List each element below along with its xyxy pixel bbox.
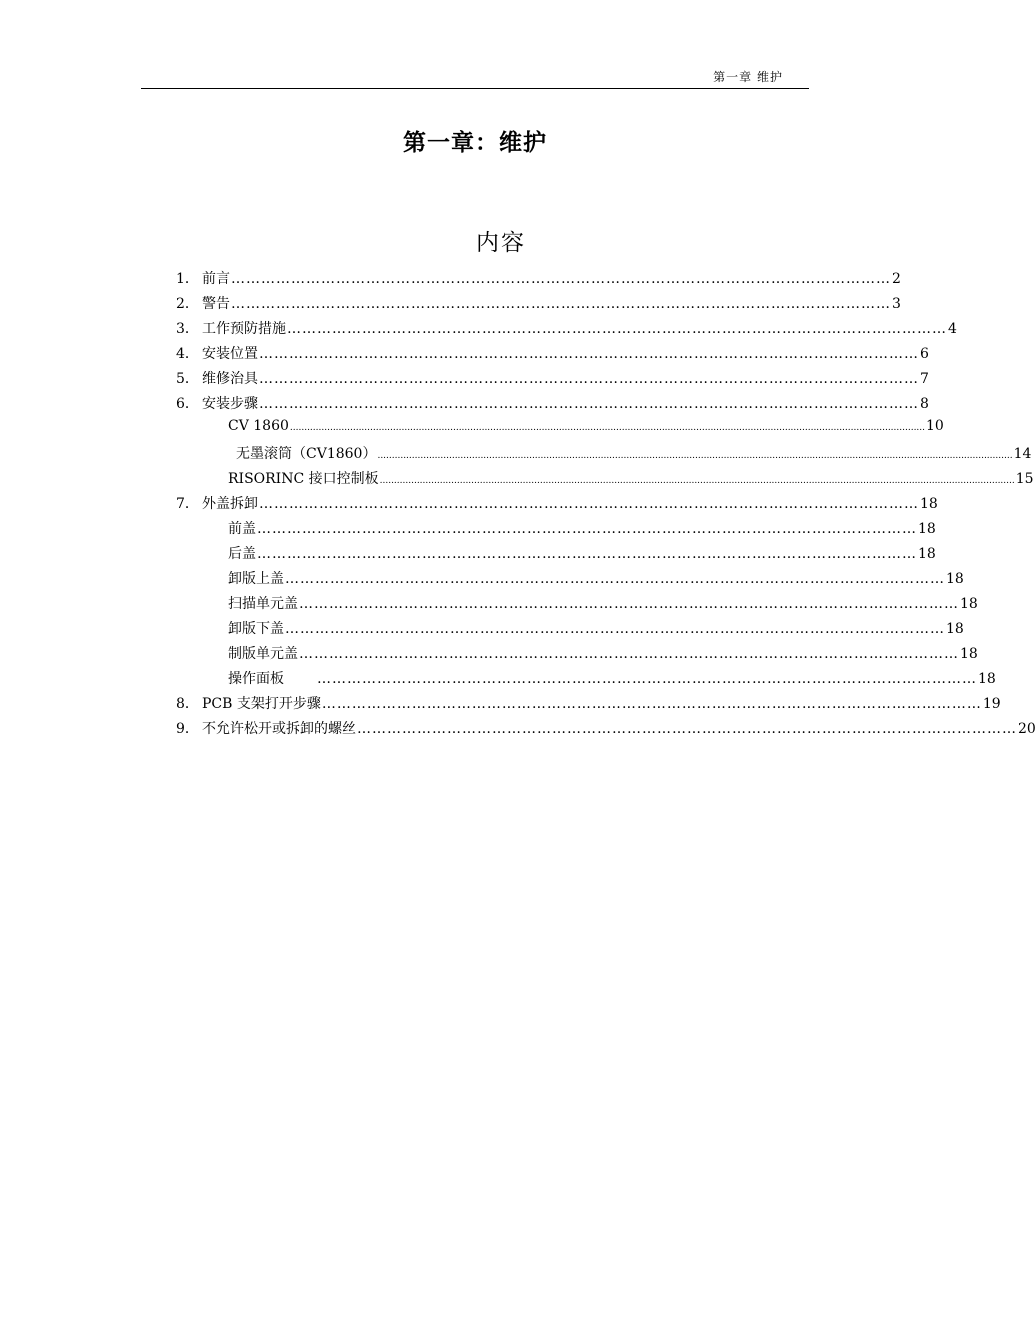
toc-entry-number: 4． xyxy=(176,346,199,362)
toc-entry[interactable] xyxy=(176,368,929,392)
toc-entry-label: PCB 支架打开步骤 xyxy=(202,696,321,712)
toc-entry-label: 警告 xyxy=(202,296,230,312)
toc-entry[interactable] xyxy=(176,268,901,292)
toc-dot-leader: …………………………………………………………………………………………………………………… xyxy=(299,596,959,612)
toc-heading: 内容 xyxy=(476,230,526,256)
toc-subentry[interactable] xyxy=(228,668,996,692)
toc-dot-leader: …………………………………………………………………………………………………………………… xyxy=(259,496,919,512)
toc-entry-page: 19 xyxy=(982,696,1001,712)
toc-dot-leader: …………………………………………………………………………………………………………………… xyxy=(357,721,1017,737)
toc-entry-page: 18 xyxy=(918,521,936,537)
toc-subentry[interactable] xyxy=(228,418,944,442)
toc-entry[interactable] xyxy=(176,318,957,342)
toc-entry-page: 14 xyxy=(1013,446,1032,462)
toc-entry[interactable] xyxy=(176,343,929,367)
toc-entry-number: 8． xyxy=(176,696,199,712)
toc-subentry[interactable] xyxy=(228,543,936,567)
toc-entry-page: 2 xyxy=(892,271,901,287)
toc-entry-page: 18 xyxy=(920,496,938,512)
toc-dot-leader: …………………………………………………………………………………………………………………… xyxy=(299,646,959,662)
toc-entry-number: 3． xyxy=(176,321,199,337)
toc-dot-leader: …………………………………………………………………………………………………………………… xyxy=(231,271,891,287)
toc-entry-label: 制版单元盖 xyxy=(228,646,298,662)
toc-entry-page: 3 xyxy=(892,296,901,312)
toc-entry-number: 2． xyxy=(176,296,199,312)
toc-entry-label: 后盖 xyxy=(228,546,256,562)
toc-entry-number: 1． xyxy=(176,271,199,287)
toc-subentry[interactable] xyxy=(228,618,964,642)
toc-entry[interactable] xyxy=(176,693,1001,717)
toc-entry-number: 7． xyxy=(176,496,199,512)
toc-entry-page: 18 xyxy=(960,646,978,662)
toc-dot-leader: …………………………………………………………………………………………………………………… xyxy=(321,696,982,712)
toc-subentry[interactable] xyxy=(228,468,1034,492)
toc-dot-leader: …………………………………………………………………………………………………………………… xyxy=(257,546,917,562)
toc-entry-label: 外盖拆卸 xyxy=(202,496,258,512)
toc-entry-page: 18 xyxy=(978,671,996,687)
toc-entry-label: 前言 xyxy=(202,271,230,287)
toc-entry[interactable] xyxy=(176,493,938,517)
toc-dot-leader: …………………………………………………………………………………………………………………… xyxy=(259,371,919,387)
toc-entry-label: 工作预防措施 xyxy=(202,321,286,337)
toc-subentry[interactable] xyxy=(228,568,964,592)
toc-entry[interactable] xyxy=(176,393,929,417)
toc-entry-label: 无墨滚筒（CV1860） xyxy=(236,446,377,462)
toc-entry-page: 8 xyxy=(920,396,929,412)
toc-entry-label: 安装步骤 xyxy=(202,396,258,412)
toc-entry-page: 18 xyxy=(918,546,936,562)
toc-entry-page: 10 xyxy=(926,418,944,434)
toc-entry-label: 操作面板 xyxy=(228,671,284,687)
toc-dot-leader: .............................................................................................................................................................................................................................. xyxy=(289,423,926,433)
toc-subentry[interactable] xyxy=(228,643,978,667)
toc-entry-label: 维修治具 xyxy=(202,371,258,387)
toc-entry-label: CV 1860 xyxy=(228,418,289,434)
toc-subentry[interactable] xyxy=(228,518,936,542)
toc-entry-page: 18 xyxy=(960,596,978,612)
toc-dot-leader: …………………………………………………………………………………………………………………… xyxy=(259,346,919,362)
toc-entry-page: 4 xyxy=(948,321,957,337)
toc-subentry[interactable] xyxy=(228,593,978,617)
toc-dot-leader: …………………………………………………………………………………………………………………… xyxy=(287,321,947,337)
toc-entry-label: RISORINC 接口控制板 xyxy=(228,471,379,487)
toc-dot-leader: …………………………………………………………………………………………………………………… xyxy=(285,571,945,587)
toc-dot-leader: …………………………………………………………………………………………………………………… xyxy=(259,396,919,412)
toc-entry-number: 5． xyxy=(176,371,199,387)
toc-entry-label: 不允许松开或拆卸的螺丝 xyxy=(202,721,356,737)
toc-entry-label: 安装位置 xyxy=(202,346,258,362)
toc-entry-number: 9． xyxy=(176,721,199,737)
toc-entry-page: 18 xyxy=(946,621,964,637)
toc-entry-page: 18 xyxy=(946,571,964,587)
toc-subentry[interactable] xyxy=(236,443,1032,467)
toc-entry-page: 15 xyxy=(1015,471,1034,487)
toc-entry[interactable] xyxy=(176,718,1036,742)
toc-dot-leader: …………………………………………………………………………………………………………………… xyxy=(257,521,917,537)
toc-dot-leader: .............................................................................................................................................................................................................................. xyxy=(379,476,1015,486)
running-header-title: 第一章 维护 xyxy=(713,70,783,84)
toc-entry-page: 7 xyxy=(920,371,929,387)
toc-entry-label: 卸版下盖 xyxy=(228,621,284,637)
toc-dot-leader: …………………………………………………………………………………………………………………… xyxy=(317,671,977,687)
running-header xyxy=(141,66,809,89)
toc-dot-leader: …………………………………………………………………………………………………………………… xyxy=(285,621,945,637)
chapter-title: 第一章：维护 xyxy=(403,129,547,156)
toc-dot-leader: .............................................................................................................................................................................................................................. xyxy=(377,451,1013,461)
toc-entry-page: 20 xyxy=(1018,721,1036,737)
toc-entry-number: 6． xyxy=(176,396,199,412)
toc-entry[interactable] xyxy=(176,293,901,317)
toc-entry-page: 6 xyxy=(920,346,929,362)
toc-entry-label: 前盖 xyxy=(228,521,256,537)
toc-entry-label: 卸版上盖 xyxy=(228,571,284,587)
toc-entry-label: 扫描单元盖 xyxy=(228,596,298,612)
toc-dot-leader: …………………………………………………………………………………………………………………… xyxy=(231,296,891,312)
